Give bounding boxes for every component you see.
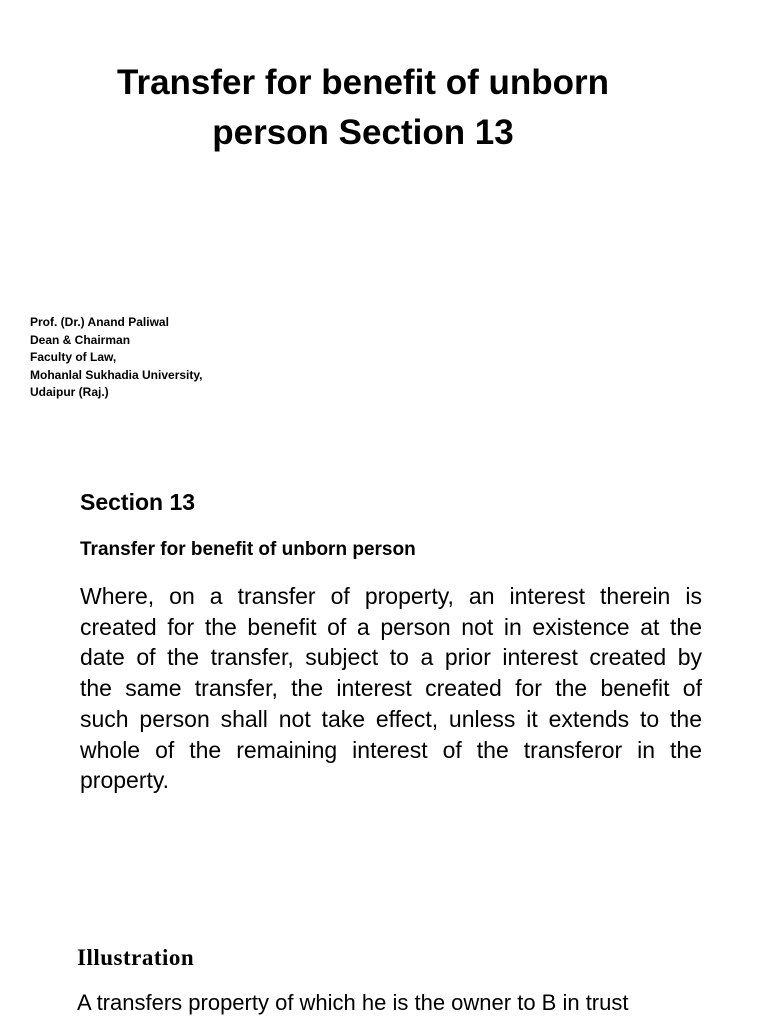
body-line: property. <box>80 767 170 794</box>
body-line: whole of the remaining interest of the transferor in the <box>80 736 702 763</box>
author-designation: Dean & Chairman <box>30 332 131 347</box>
body-line: Where, on a transfer of property, an interest therein is <box>80 583 702 609</box>
title-line-1: Transfer for benefit of unborn <box>117 63 609 102</box>
body-line: the same transfer, the interest created for the benefit of <box>80 675 702 702</box>
body-line: such person shall not take effect, unless it extends to the <box>80 705 702 732</box>
author-name: Prof. (Dr.) Anand Paliwal <box>30 315 169 329</box>
section-heading: Section 13 <box>80 489 196 515</box>
illustration-body: A transfers property of which he is the owner to B in trust <box>77 990 629 1015</box>
body-line: date of the transfer, subject to a prior interest created by <box>80 644 702 671</box>
author-city: Udaipur (Raj.) <box>30 385 109 399</box>
illustration-heading: Illustration <box>77 945 195 970</box>
section-subheading: Transfer for benefit of unborn person <box>80 539 416 560</box>
body-line: created for the benefit of a person not in existence at the <box>80 613 702 640</box>
title-line-2: person Section 13 <box>212 113 514 152</box>
author-university: Mohanlal Sukhadia University, <box>30 367 203 382</box>
author-faculty: Faculty of Law, <box>30 350 117 364</box>
page-title <box>60 58 666 158</box>
section-body <box>80 581 702 796</box>
author-block <box>30 314 203 402</box>
